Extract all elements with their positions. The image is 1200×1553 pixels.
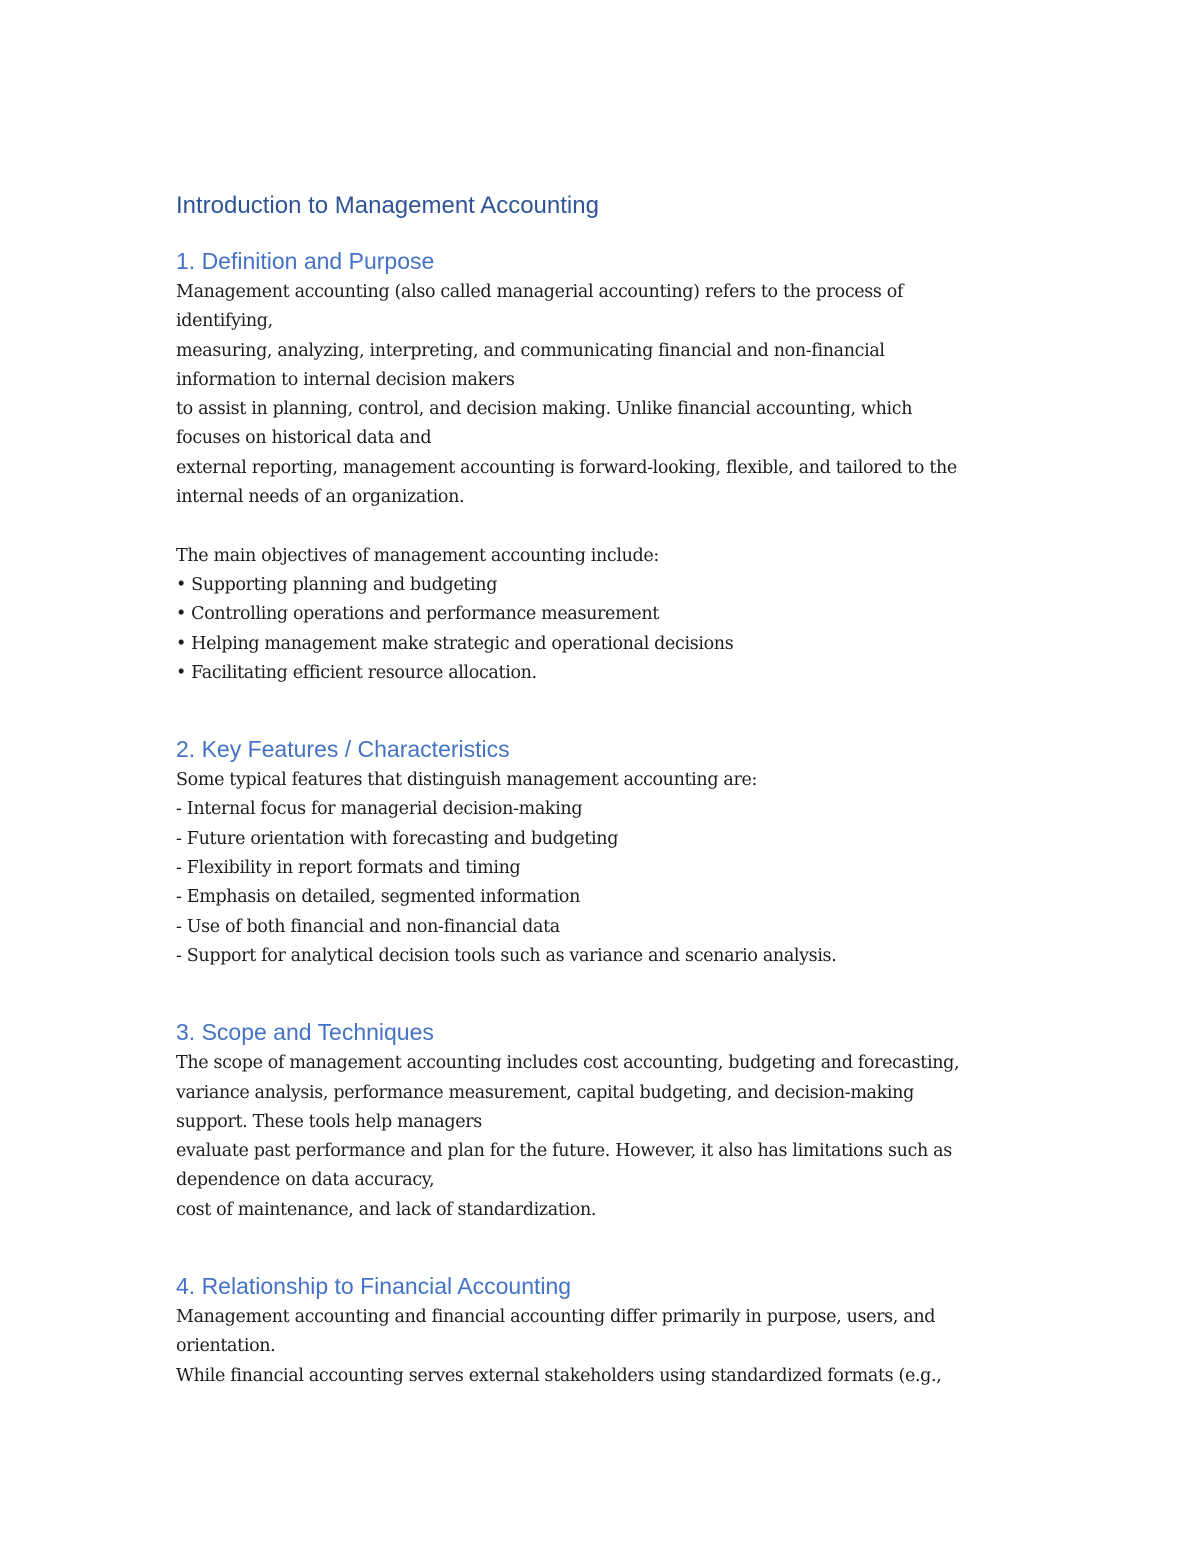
- section-key-features: [176, 732, 1026, 1015]
- section-heading: 3. Scope and Techniques: [176, 1019, 434, 1046]
- bullet-item: • Facilitating efficient resource allocation.: [176, 662, 537, 683]
- paragraph-line: focuses on historical data and: [176, 428, 432, 449]
- blank-line: [176, 512, 1026, 541]
- paragraph-line: variance analysis, performance measurement, capital budgeting, and decision-making: [176, 1082, 914, 1103]
- paragraph-line: support. These tools help managers: [176, 1111, 482, 1132]
- paragraph-line: measuring, analyzing, interpreting, and communicating financial and non-financial: [176, 340, 885, 361]
- list-item: - Internal focus for managerial decision-making: [176, 799, 583, 820]
- objectives-intro: The main objectives of management accounting include:: [176, 545, 659, 566]
- section-relationship-to-financial-accounting: [176, 1269, 1026, 1391]
- section-heading: 4. Relationship to Financial Accounting: [176, 1273, 572, 1300]
- list-item: - Flexibility in report formats and timing: [176, 858, 521, 879]
- section-scope-and-techniques: [176, 1015, 1026, 1269]
- list-item: - Future orientation with forecasting and budgeting: [176, 828, 619, 849]
- paragraph-line: Management accounting and financial accounting differ primarily in purpose, users, and: [176, 1307, 936, 1328]
- features-intro: Some typical features that distinguish management accounting are:: [176, 770, 758, 791]
- section-gap: [176, 1225, 1026, 1269]
- paragraph-line: to assist in planning, control, and decision making. Unlike financial accounting, which: [176, 399, 913, 420]
- section-gap: [176, 971, 1026, 1015]
- section-heading: 2. Key Features / Characteristics: [176, 736, 510, 763]
- list-item: - Support for analytical decision tools such as variance and scenario analysis.: [176, 945, 837, 966]
- paragraph-line: dependence on data accuracy,: [176, 1170, 435, 1191]
- paragraph-line: evaluate past performance and plan for the future. However, it also has limitations such as: [176, 1141, 952, 1162]
- list-item: - Emphasis on detailed, segmented information: [176, 887, 581, 908]
- paragraph-line: The scope of management accounting includes cost accounting, budgeting and forecasting,: [176, 1053, 960, 1074]
- section-gap: [176, 688, 1026, 732]
- paragraph-line: cost of maintenance, and lack of standardization.: [176, 1199, 597, 1220]
- document-page: [176, 188, 1026, 1391]
- bullet-item: • Helping management make strategic and operational decisions: [176, 633, 734, 654]
- paragraph-line: identifying,: [176, 311, 273, 332]
- paragraph-line: internal needs of an organization.: [176, 487, 465, 508]
- paragraph-line: Management accounting (also called managerial accounting) refers to the process of: [176, 282, 904, 302]
- bullet-item: • Controlling operations and performance measurement: [176, 604, 659, 625]
- list-item: - Use of both financial and non-financial data: [176, 916, 560, 937]
- paragraph-line: While financial accounting serves external stakeholders using standardized formats (e.g.,: [176, 1365, 942, 1386]
- section-heading: 1. Definition and Purpose: [176, 248, 435, 274]
- bullet-item: • Supporting planning and budgeting: [176, 574, 498, 595]
- paragraph-line: external reporting, management accounting is forward-looking, flexible, and tailored to the: [176, 457, 957, 478]
- paragraph-line: information to internal decision makers: [176, 369, 515, 390]
- section-definition-and-purpose: [176, 244, 1026, 732]
- document-title: Introduction to Management Accounting: [176, 192, 599, 219]
- paragraph-line: orientation.: [176, 1336, 276, 1357]
